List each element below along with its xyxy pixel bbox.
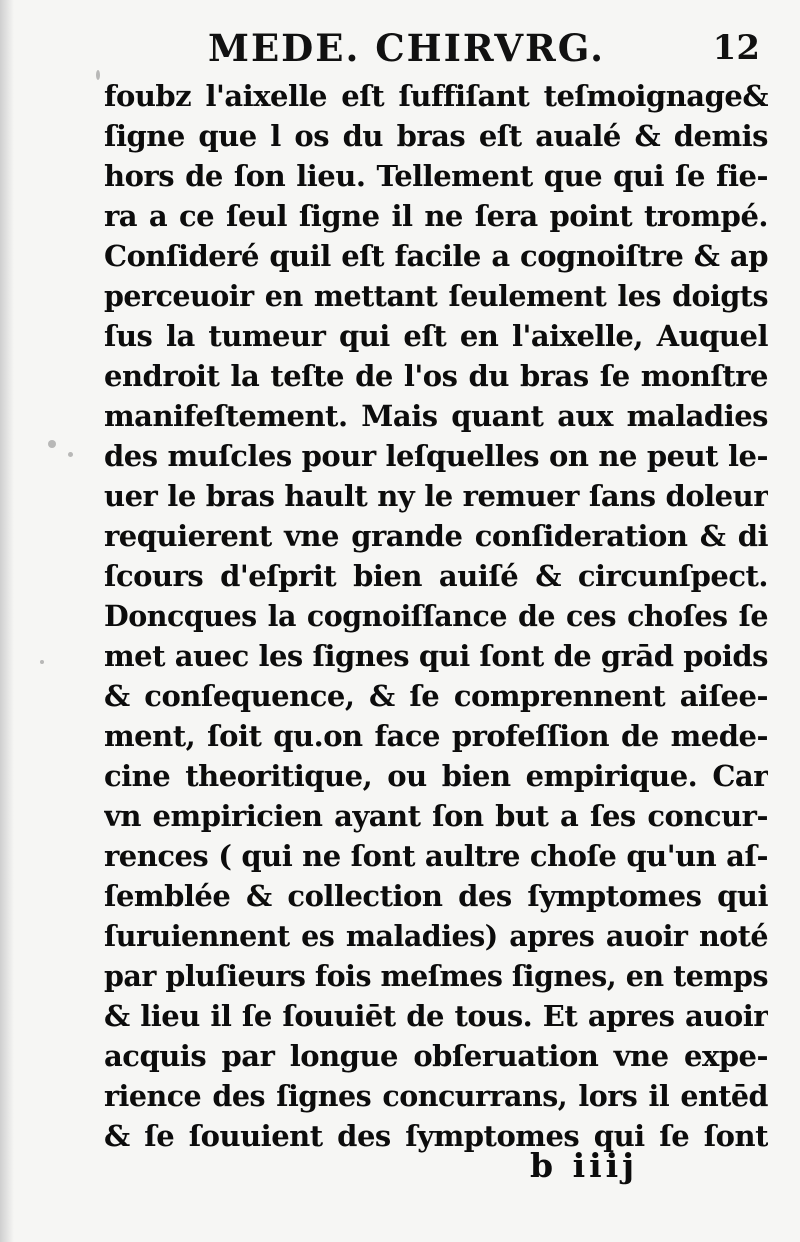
- text-line: endroit la teſte de l'os du bras ſe monſtre: [104, 359, 768, 393]
- signature-mark: b iiij: [530, 1146, 639, 1185]
- text-line: des muſcles pour leſquelles on ne peut le-: [104, 439, 768, 473]
- ink-speck: [40, 660, 44, 664]
- text-line: manifeſtement. Mais quant aux maladies: [104, 399, 768, 433]
- ink-speck: [48, 440, 56, 448]
- ink-speck: [96, 70, 100, 80]
- text-line: rences ( qui ne ſont aultre choſe qu'un aſ-: [104, 839, 768, 873]
- text-line: hors de ſon lieu. Tellement que qui ſe fie-: [104, 159, 768, 193]
- text-line: met auec les ſignes qui ſont de grād poids: [104, 639, 768, 673]
- text-line: & lieu il ſe ſouuiēt de tous. Et apres auoir: [104, 999, 768, 1033]
- text-line: & ſe ſouuient des ſymptomes qui ſe ſont: [104, 1119, 768, 1153]
- text-line: ſus la tumeur qui eſt en l'aixelle, Auquel: [104, 319, 768, 353]
- text-line: acquis par longue obſeruation vne expe-: [104, 1039, 768, 1073]
- text-line: cine theoritique, ou bien empirique. Car: [104, 759, 768, 793]
- text-line: ra a ce ſeul ſigne il ne ſera point trompé.: [104, 199, 768, 233]
- text-line: Doncques la cognoiſſance de ces choſes ſe: [104, 599, 768, 633]
- text-line: requierent vne grande conſideration & di: [104, 519, 768, 553]
- running-title: MEDE. CHIRVRG.: [208, 26, 605, 70]
- text-line: & conſequence, & ſe comprennent aiſee-: [104, 679, 768, 713]
- text-line: vn empiricien ayant ſon but a ſes concur-: [104, 799, 768, 833]
- gutter-shadow: [0, 0, 14, 1242]
- body-text: [104, 76, 768, 1156]
- text-line: uer le bras hault ny le remuer ſans doleur: [104, 479, 768, 513]
- text-line: perceuoir en mettant ſeulement les doigts: [104, 279, 768, 313]
- text-line: ſigne que l os du bras eſt aualé & demis: [104, 119, 768, 153]
- page-number: 12: [712, 28, 760, 68]
- text-line: Conſideré quil eſt facile a cognoiſtre & ap: [104, 239, 768, 273]
- text-line: ſuruiennent es maladies) apres auoir noté: [104, 919, 768, 953]
- text-line: foubz l'aixelle eſt ſuffiſant teſmoignage&: [104, 79, 768, 113]
- text-line: ſemblée & collection des ſymptomes qui: [104, 879, 768, 913]
- running-head: [200, 22, 760, 74]
- text-line: rience des ſignes concurrans, lors il entēd: [104, 1079, 768, 1113]
- text-line: par pluſieurs fois meſmes ſignes, en temps: [104, 959, 768, 993]
- ink-speck: [68, 452, 73, 457]
- text-line: ment, ſoit qu.on face profeſſion de mede-: [104, 719, 768, 753]
- text-line: ſcours d'eſprit bien auiſé & circunſpect.: [104, 559, 768, 593]
